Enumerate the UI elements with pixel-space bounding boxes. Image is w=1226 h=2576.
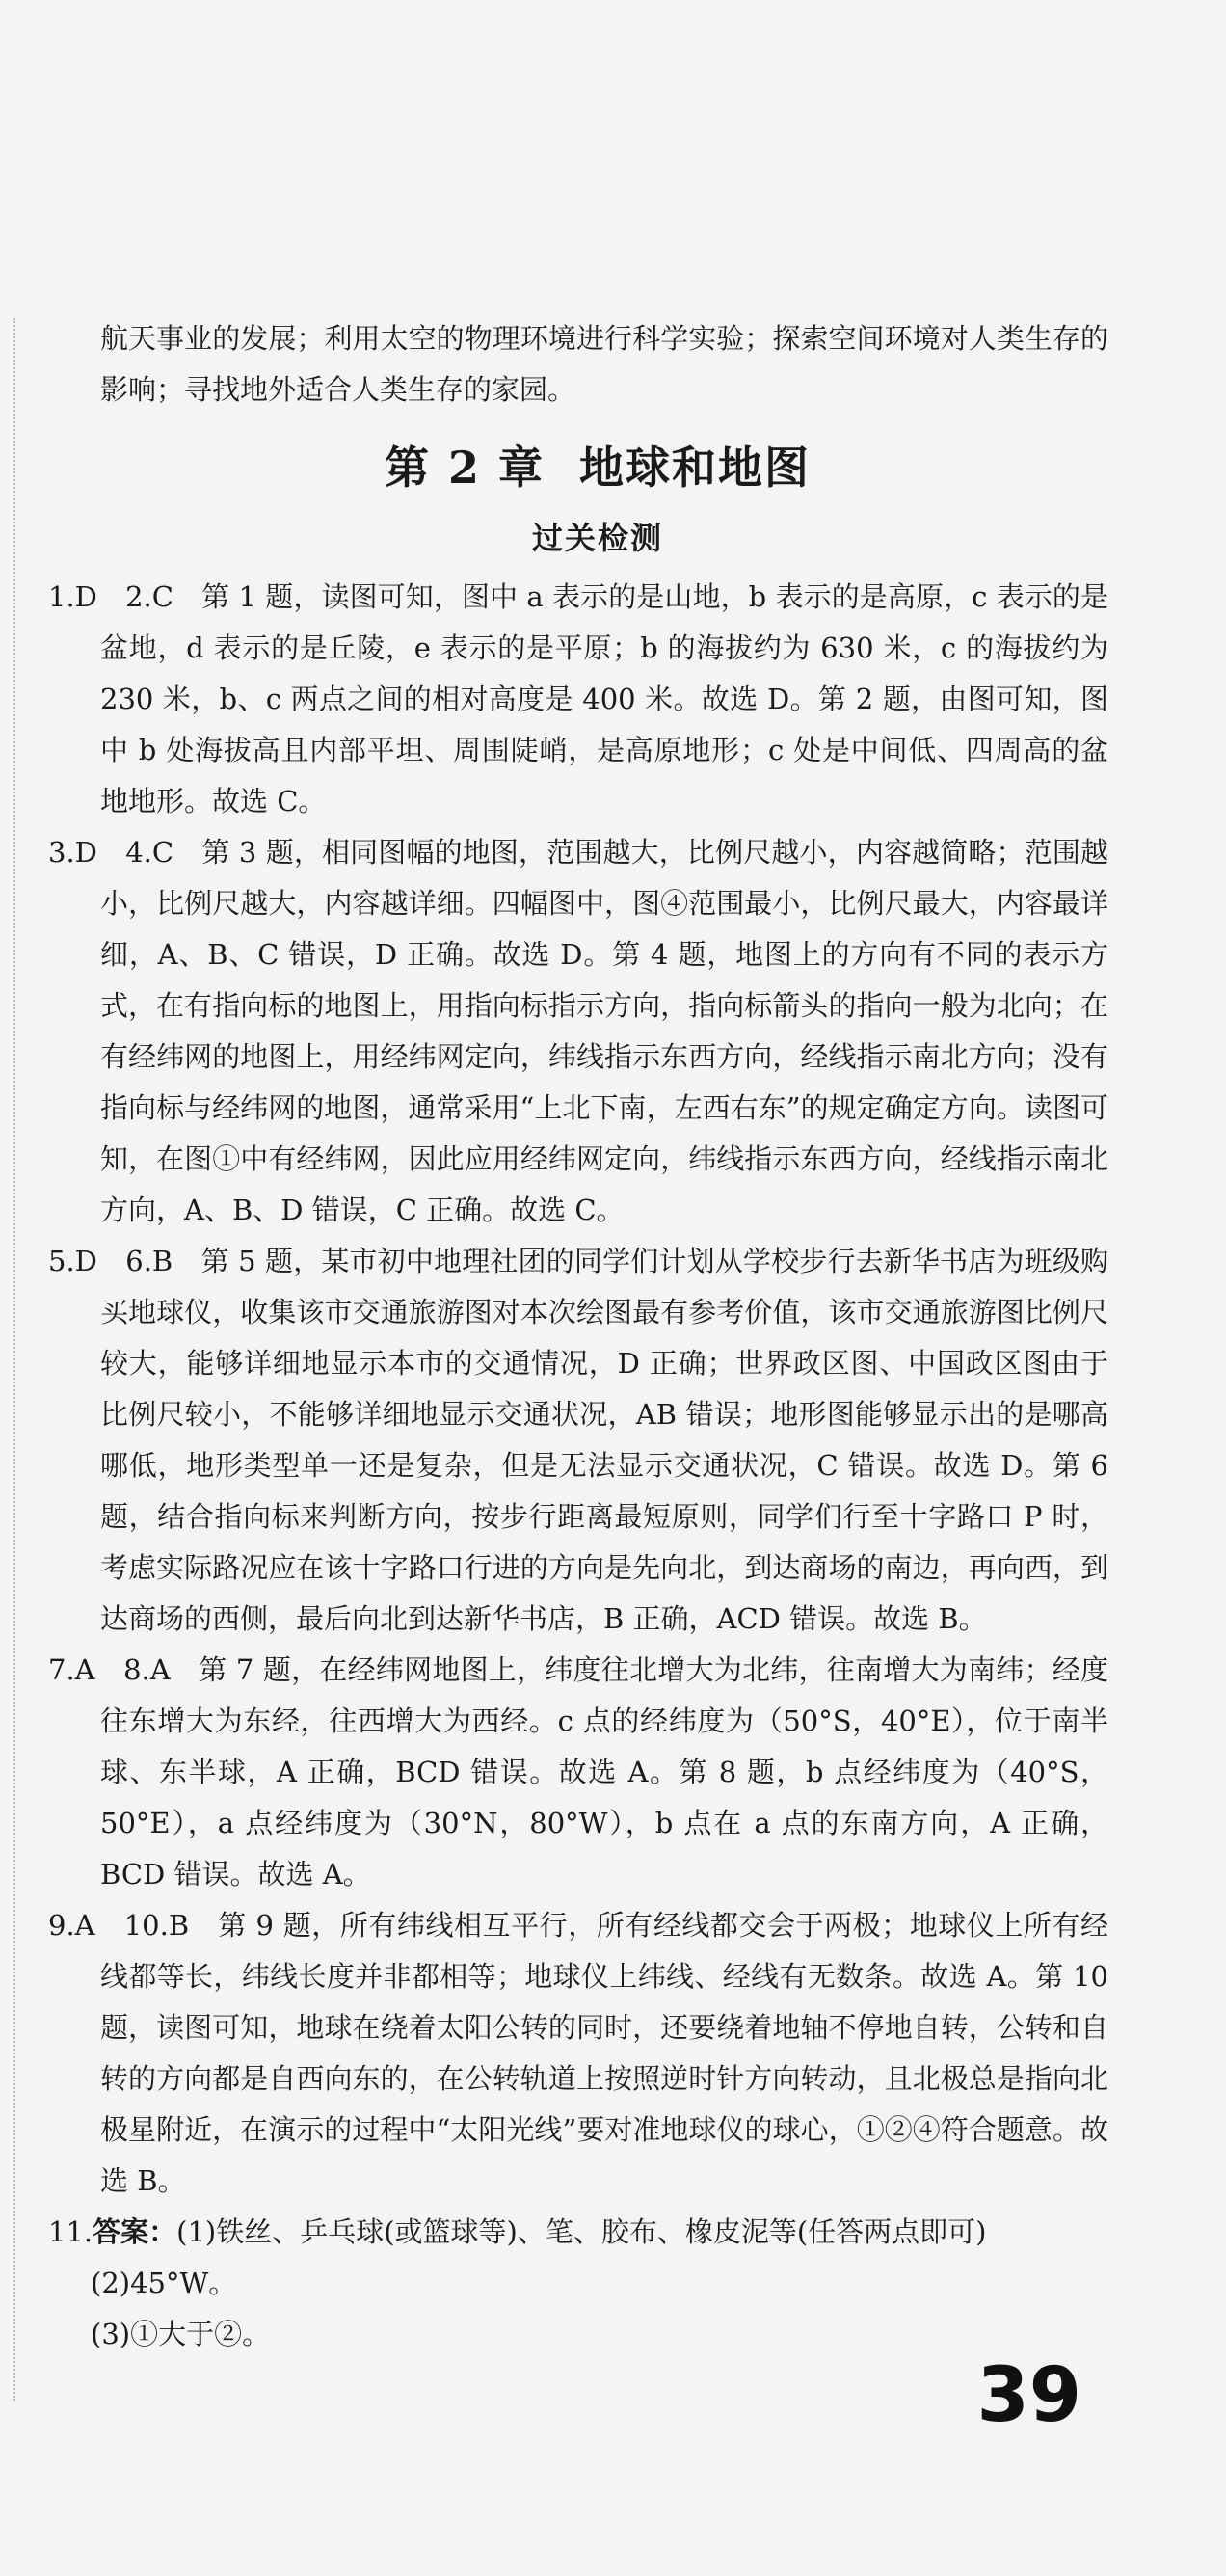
answer-label: 答案 [93, 2215, 149, 2248]
answer-text: D 4.C 第 3 题，相同图幅的地图，范围越大，比例尺越小，内容越简略；范围越小，比例尺越大，内容越详细。四幅图中，图④范围最小，比例尺最大，内容最详细，A、B、C 错误，D 正确。故选 D。第 4 题，地图上的方向有不同的表示方式，在有指向标的地图上，用指向标指示方向，指向标箭头的指向一般为北向；在有经纬网的地图上，用经纬网定向，纬线指示东西方向，经线指示南北方向；没有指向标与经纬网的地图，通常采用“上北下南，左西右东”的规定确定方向。读图可知，在图①中有经纬网，因此应用经纬网定向，纬线指示东西方向，经线指示南北方向，A、B、D 错误，C 正确。故选 C。 [74, 836, 1108, 1226]
answer-number: 7. [48, 1653, 75, 1686]
answer-text: A 10.B 第 9 题，所有纬线相互平行，所有经线都交会于两极；地球仪上所有经线都等长，纬线长度并非都相等；地球仪上纬线、经线有无数条。故选 A。第 10 题，读图可知，地球在绕着太阳公转的同时，还要绕着地轴不停地自转，公转和自转的方向都是自西向东的，在公转轨道上按照逆时针方向转动，且北极总是指向北极星附近，在演示的过程中“太阳光线”要对准地球仪的球心，①②④符合题意。故选 B。 [74, 1909, 1108, 2197]
answer-part-1: (1)铁丝、乒乓球(或篮球等)、笔、胶布、橡皮泥等(任答两点即可) [176, 2215, 987, 2248]
answer-item [48, 1645, 1108, 1900]
answer-label-colon: ： [148, 2215, 177, 2248]
section-title: 过关检测 [531, 520, 663, 556]
answer-text: D 2.C 第 1 题，读图可知，图中 a 表示的是山地，b 表示的是高原，c 表示的是盆地，d 表示的是丘陵，e 表示的是平原；b 的海拔约为 630 米，c 的海拔约为 230 米，b、c 两点之间的相对高度是 400 米。故选 D。第 2 题，由图可知，图中 b 处海拔高且内部平坦、周围陡峭，是高原地形；c 处是中间低、四周高的盆地地形。故选 C。 [74, 580, 1108, 818]
answer-item [48, 1236, 1108, 1645]
answer-number: 3. [48, 836, 75, 869]
answer-item [48, 1900, 1108, 2207]
binding-dotted-line [13, 318, 15, 2401]
answer-part-3: (3)①大于②。 [91, 2318, 271, 2350]
chapter-number: 第 2 章 [384, 442, 546, 494]
answer-item-11 [48, 2207, 1108, 2258]
page-content [48, 313, 1108, 2360]
chapter-title [48, 433, 1108, 496]
intro-paragraph: 航天事业的发展；利用太空的物理环境进行科学实验；探索空间环境对人类生存的影响；寻找地外适合人类生存的家园。 [100, 322, 1108, 406]
chapter-name: 地球和地图 [579, 442, 812, 494]
answer-item [48, 572, 1108, 827]
answer-text: A 8.A 第 7 题，在经纬网地图上，纬度往北增大为北纬，往南增大为南纬；经度往东增大为东经，往西增大为西经。c 点的经纬度为（50°S，40°E），位于南半球、东半球，A 正确，BCD 错误。故选 A。第 8 题，b 点经纬度为（40°S，50°E），a 点经纬度为（30°N，80°W），b 点在 a 点的东南方向，A 正确，BCD 错误。故选 A。 [74, 1653, 1108, 1891]
answer-number: 9. [48, 1909, 75, 1942]
answer-text: D 6.B 第 5 题，某市初中地理社团的同学们计划从学校步行去新华书店为班级购买地球仪，收集该市交通旅游图对本次绘图最有参考价值，该市交通旅游图比例尺较大，能够详细地显示本市的交通情况，D 正确；世界政区图、中国政区图由于比例尺较小，不能够详细地显示交通状况，AB 错误；地形图能够显示出的是哪高哪低，地形类型单一还是复杂，但是无法显示交通状况，C 错误。故选 D。第 6 题，结合指向标来判断方向，按步行距离最短原则，同学们行至十字路口 P 时，考虑实际路况应在该十字路口行进的方向是先向北，到达商场的南边，再向西，到达商场的西侧，最后向北到达新华书店，B 正确，ACD 错误。故选 B。 [74, 1245, 1108, 1635]
page-number: 39 [976, 2352, 1081, 2439]
answer-number: 1. [48, 580, 75, 613]
answer-item [48, 827, 1108, 1236]
answer-number: 5. [48, 1245, 75, 1277]
answer-number: 11. [48, 2215, 93, 2248]
answer-part-2: (2)45°W。 [91, 2267, 237, 2299]
